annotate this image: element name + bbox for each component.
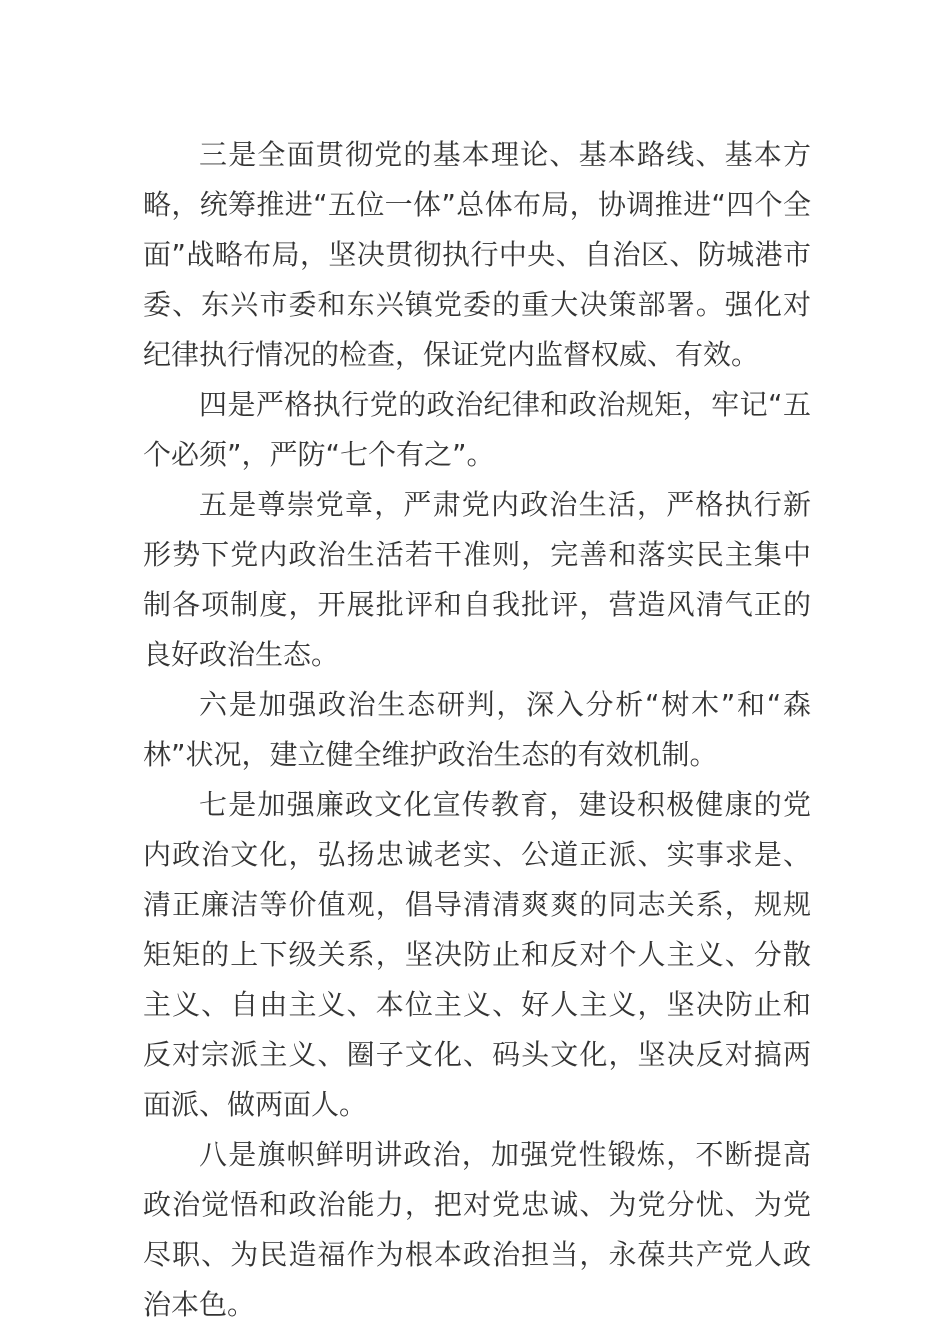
paragraph-8: 八是旗帜鲜明讲政治，加强党性锻炼，不断提高政治觉悟和政治能力，把对党忠诚、为党分忧、为党尽职、为民造福作为根本政治担当，永葆共产党人政治本色。 — [143, 1138, 811, 1321]
paragraph-3: 三是全面贯彻党的基本理论、基本路线、基本方略，统筹推进“五位一体”总体布局，协调推进“四个全面”战略布局，坚决贯彻执行中央、自治区、防城港市委、东兴市委和东兴镇党委的重大决策部署。强化对纪律执行情况的检查，保证党内监督权威、有效。 — [143, 138, 811, 371]
paragraph-6: 六是加强政治生态研判，深入分析“树木”和“森林”状况，建立健全维护政治生态的有效机制。 — [143, 688, 811, 771]
paragraph-4: 四是严格执行党的政治纪律和政治规矩，牢记“五个必须”，严防“七个有之”。 — [143, 388, 811, 471]
document-body — [143, 130, 811, 1330]
paragraph-7: 七是加强廉政文化宣传教育，建设积极健康的党内政治文化，弘扬忠诚老实、公道正派、实事求是、清正廉洁等价值观，倡导清清爽爽的同志关系，规规矩矩的上下级关系，坚决防止和反对个人主义、分散主义、自由主义、本位主义、好人主义，坚决防止和反对宗派主义、圈子文化、码头文化，坚决反对搞两面派、做两面人。 — [143, 788, 811, 1121]
paragraph-5: 五是尊崇党章，严肃党内政治生活，严格执行新形势下党内政治生活若干准则，完善和落实民主集中制各项制度，开展批评和自我批评，营造风清气正的良好政治生态。 — [143, 488, 811, 671]
